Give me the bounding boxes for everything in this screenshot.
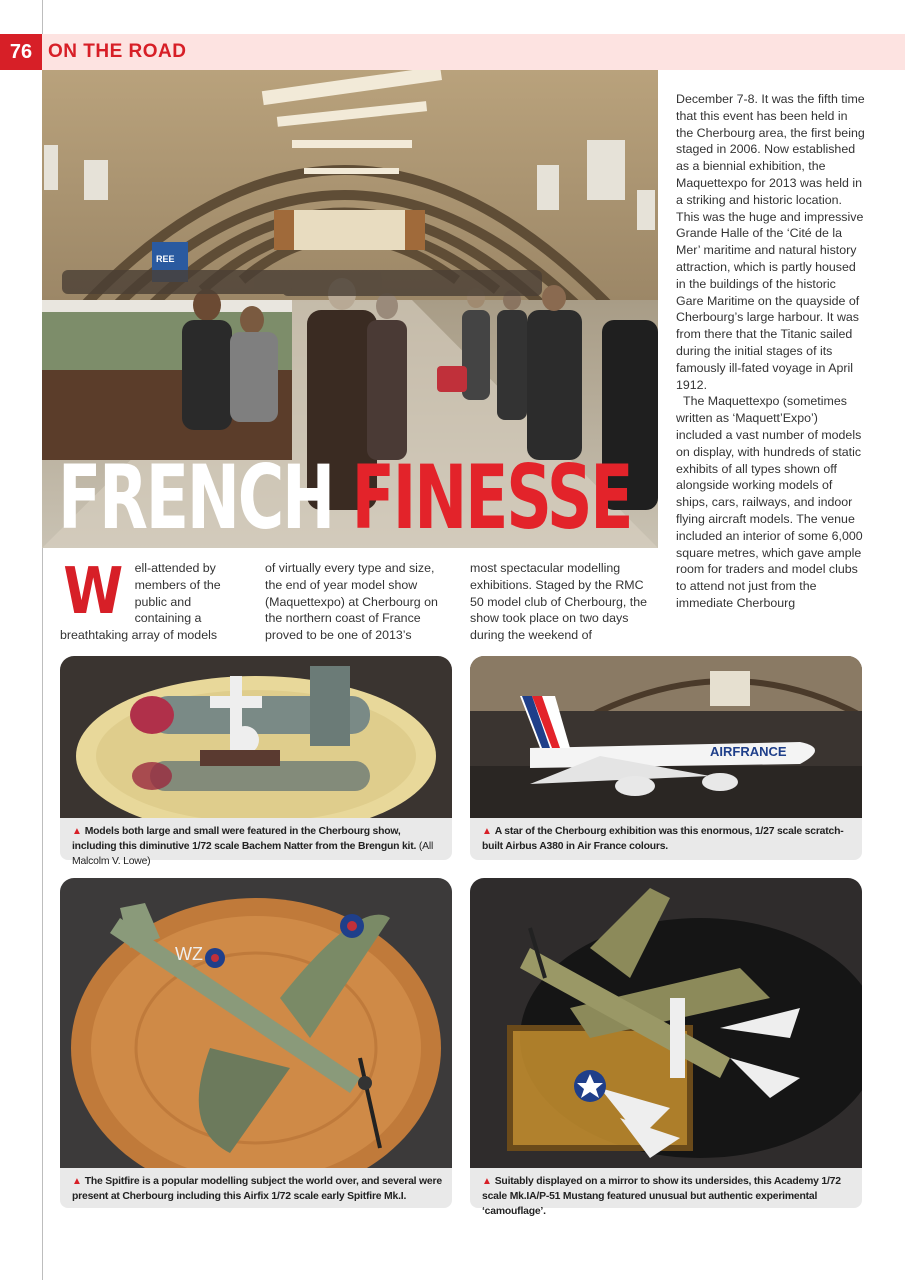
intro-text-a: ell-attended by members of the public and containing a breathtaking array of models: [60, 561, 221, 643]
intro-column-a: [60, 555, 238, 644]
livery-label: AIRFRANCE: [710, 744, 787, 759]
figure-mustang-photo: [470, 878, 862, 1168]
banner-label: REE: [156, 254, 175, 264]
headline: [58, 448, 631, 548]
natter-model-illustration: [60, 656, 452, 818]
caption-marker-icon: ▲: [72, 826, 82, 837]
figure-natter-photo: [60, 656, 452, 818]
spitfire-model-illustration: [60, 878, 452, 1168]
caption-natter-text: Models both large and small were featured in the Cherbourg show, including this diminutive 1/72 scale Bachem Natter from the Brengun kit.: [72, 826, 417, 852]
a380-model-illustration: [470, 656, 862, 818]
mustang-model-illustration: [470, 878, 862, 1168]
intro-text-c: most spectacular modelling exhibitions. Staged by the RMC 50 model club of Cherbourg, the show took place on two days during the weekend of: [470, 561, 648, 643]
caption-marker-icon: ▲: [72, 1176, 82, 1187]
caption-mustang-text: Suitably displayed on a mirror to show its undersides, this Academy 1/72 scale Mk.IA/P-51 Mustang featured unusual but authentic experimental ‘camouflage’.: [482, 1176, 841, 1217]
intro-text-b: of virtually every type and size, the end of year model show (Maquettexpo) at Cherbourg on the northern coast of France proved to be one of 2013’s: [265, 561, 438, 643]
section-title: ON THE ROAD: [48, 41, 187, 62]
caption-marker-icon: ▲: [482, 1176, 492, 1187]
caption-marker-icon: ▲: [482, 826, 492, 837]
photo-credit: (All Malcolm V. Lowe): [72, 841, 434, 867]
headline-word-1: FRENCH: [58, 446, 333, 549]
page-number: 76: [0, 34, 42, 70]
headline-word-2: FINESSE: [351, 446, 632, 549]
caption-natter: [60, 818, 452, 867]
caption-a380: [470, 818, 862, 860]
figure-a380-photo: [470, 656, 862, 818]
figure-spitfire-photo: [60, 878, 452, 1168]
intro-column-c: [470, 560, 660, 644]
caption-a380-text: A star of the Cherbourg exhibition was this enormous, 1/27 scale scratch-built Airbus A380 in Air France colours.: [482, 826, 844, 852]
right-column-text: [676, 91, 866, 612]
caption-mustang: [470, 1168, 862, 1217]
intro-column-b: [265, 560, 453, 644]
caption-spitfire: [60, 1168, 452, 1208]
dropcap: W: [63, 555, 124, 629]
right-column-paragraph-2: The Maquettexpo (sometimes written as ‘Maquett’Expo’) included a vast number of models on display, with hundreds of static exhibits of all types shown off alongside working models of ships, cars, railways, and indoor flying aircraft models. The venue included an interior of some 6,000 square metres, which gave ample room for traders and model clubs to attend not just from the immediate Cherbourg: [676, 394, 863, 610]
right-column-paragraph-1: December 7-8. It was the fifth time that this event has been held in the Cherbourg area, the first being staged in 2006. Now established as a biennial exhibition, the Maquettexpo for 2013 was held in a striking and historic location. This was the huge and impressive Grande Halle of the ‘Cité de la Mer’ maritime and natural history attraction, which is partly housed in the buildings of the historic Gare Maritime on the quayside of Cherbourg’s large harbour. It was from there that the Titanic sailed during the initial stages of its famously ill-fated voyage in April 1912.: [676, 92, 865, 392]
caption-spitfire-text: The Spitfire is a popular modelling subject the world over, and several were present at Cherbourg including this Airfix 1/72 scale early Spitfire Mk.I.: [72, 1176, 442, 1202]
squadron-code: WZ: [175, 944, 203, 964]
